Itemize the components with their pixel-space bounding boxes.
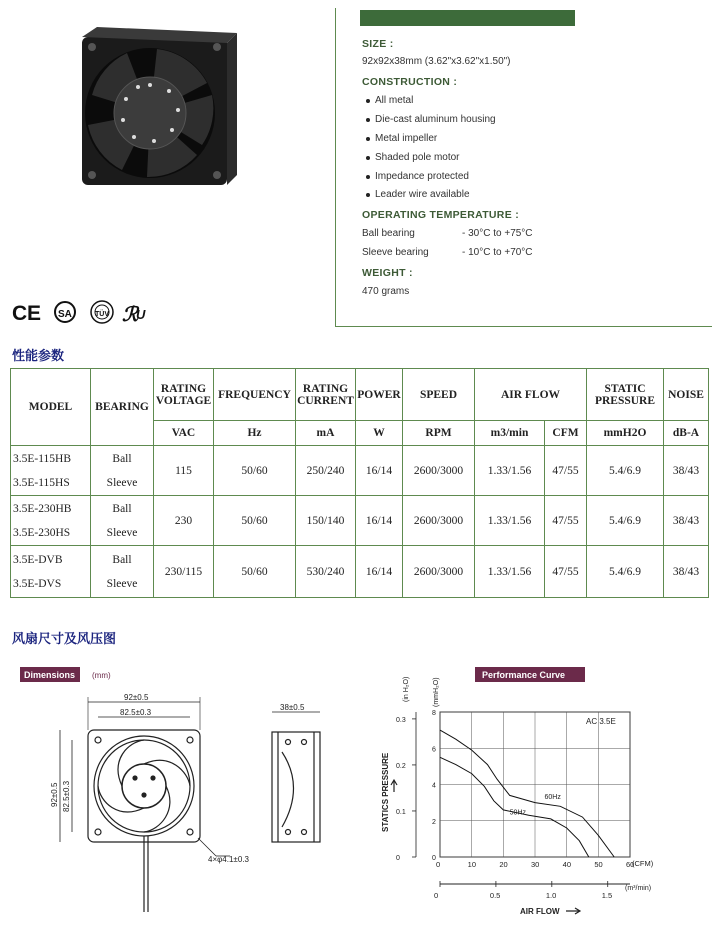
header-rating-voltage: RATING VOLTAGE xyxy=(154,369,214,421)
ul-logo xyxy=(122,304,146,326)
speed-cell: 2600/3000 xyxy=(403,446,475,496)
spec-header-bar xyxy=(360,10,575,26)
dim-mount-hole: 4×φ4.1±0.3 xyxy=(208,855,249,864)
model-cell xyxy=(11,446,91,496)
temp-label-ball: Ball bearing xyxy=(362,228,415,239)
x-tick-label-m3: 1.0 xyxy=(545,891,557,900)
bearing-ball: Ball xyxy=(112,502,132,515)
fan-product-photo xyxy=(62,25,242,195)
y-tick-label-mm: 0 xyxy=(432,855,436,862)
y-right-unit: (mmH₂O) xyxy=(433,677,440,707)
series-layer xyxy=(440,730,614,857)
dim-depth: 38±0.5 xyxy=(280,703,305,712)
dimensions-curve-title: 风扇尺寸及风压图 xyxy=(12,632,117,647)
dimensions-unit: (mm) xyxy=(92,671,111,680)
bullet xyxy=(366,193,370,197)
flow-m3-cell: 1.33/1.56 xyxy=(475,496,545,546)
speed-cell: 2600/3000 xyxy=(403,546,475,598)
svg-text:SA: SA xyxy=(58,309,72,320)
x-tick-label-cfm: 50 xyxy=(594,860,603,869)
header-static-pressure: STATIC PRESSURE xyxy=(587,369,664,421)
grid-lines xyxy=(440,712,630,857)
header-frequency: FREQUENCY xyxy=(214,369,296,421)
bullet xyxy=(366,156,370,160)
temp-label-sleeve: Sleeve bearing xyxy=(362,247,429,258)
x-tick-label-m3: 0 xyxy=(434,891,439,900)
bearing-ball: Ball xyxy=(112,553,132,566)
model-sleeve: 3.5E-DVS xyxy=(13,577,62,590)
x-tick-label-cfm: 10 xyxy=(467,860,477,869)
unit-noise: dB-A xyxy=(664,421,709,446)
table-row xyxy=(11,496,709,546)
y-tick-label-mm: 6 xyxy=(432,746,436,754)
model-ball: 3.5E-230HB xyxy=(13,502,72,515)
temp-value-ball: - 30°C to +75°C xyxy=(462,228,533,239)
perf-tag: Performance Curve xyxy=(482,670,566,680)
unit-pressure: mmH2O xyxy=(587,421,664,446)
model-sleeve: 3.5E-115HS xyxy=(13,476,70,489)
x-tick-label-cfm: 0 xyxy=(436,860,441,869)
unit-speed: RPM xyxy=(403,421,475,446)
series-line-60hz xyxy=(440,730,614,857)
x-arrow-icon xyxy=(566,908,580,914)
unit-voltage: VAC xyxy=(154,421,214,446)
current-cell: 150/140 xyxy=(296,496,356,546)
table-row xyxy=(11,546,709,598)
bearing-cell xyxy=(91,446,154,496)
pressure-cell: 5.4/6.9 xyxy=(587,446,664,496)
construction-heading: CONSTRUCTION : xyxy=(362,76,458,88)
side-view xyxy=(272,732,320,842)
model-cell xyxy=(11,496,91,546)
y-tick-label-mm: 8 xyxy=(432,710,436,717)
bearing-sleeve: Sleeve xyxy=(106,577,138,590)
x-tick-label-cfm: 60 xyxy=(626,860,635,869)
header-power: POWER xyxy=(356,369,403,421)
header-rating-current: RATING CURRENT xyxy=(296,369,356,421)
model-ball: 3.5E-DVB xyxy=(13,553,63,566)
frequency-cell: 50/60 xyxy=(214,446,296,496)
svg-text:TÜV: TÜV xyxy=(95,311,109,318)
construction-item: All metal xyxy=(375,95,414,106)
temperature-heading: OPERATING TEMPERATURE : xyxy=(362,209,520,221)
dim-inner-width: 82.5±0.3 xyxy=(120,708,152,717)
flow-m3-cell: 1.33/1.56 xyxy=(475,546,545,598)
x-unit-m3: (m³/min) xyxy=(625,885,652,892)
y-axis-label: STATICS PRESSURE xyxy=(381,752,390,832)
x-axis-label: AIR FLOW xyxy=(520,907,560,916)
csa-logo xyxy=(55,302,75,322)
tick-layer xyxy=(396,710,634,900)
table-header-row xyxy=(11,369,709,421)
weight-value: 470 grams xyxy=(362,286,410,297)
pressure-cell: 5.4/6.9 xyxy=(587,546,664,598)
svg-text:U: U xyxy=(136,307,146,322)
bullet xyxy=(366,137,370,141)
bearing-sleeve: Sleeve xyxy=(106,476,138,489)
y-tick-label-mm: 2 xyxy=(432,818,436,826)
unit-frequency: Hz xyxy=(214,421,296,446)
header-speed: SPEED xyxy=(403,369,475,421)
bearing-ball: Ball xyxy=(112,452,132,465)
power-cell: 16/14 xyxy=(356,446,403,496)
performance-curve-chart xyxy=(370,662,670,924)
voltage-cell: 230 xyxy=(154,496,214,546)
current-cell: 250/240 xyxy=(296,446,356,496)
unit-current: mA xyxy=(296,421,356,446)
unit-power: W xyxy=(356,421,403,446)
y-tick-label-in: 0 xyxy=(396,855,400,862)
bullet xyxy=(366,99,370,103)
bullet xyxy=(366,118,370,122)
performance-parameters-title: 性能参数 xyxy=(12,349,65,364)
spec-table xyxy=(10,368,709,598)
construction-item: Leader wire available xyxy=(375,189,470,200)
flow-cfm-cell: 47/55 xyxy=(545,446,587,496)
tuv-logo xyxy=(91,301,113,323)
y-left-unit: (in H₂O) xyxy=(403,676,410,702)
flow-m3-cell: 1.33/1.56 xyxy=(475,446,545,496)
bearing-sleeve: Sleeve xyxy=(106,526,138,539)
voltage-cell: 115 xyxy=(154,446,214,496)
label-50hz: 50Hz xyxy=(509,809,527,817)
noise-cell: 38/43 xyxy=(664,446,709,496)
y-tick-label-mm: 4 xyxy=(432,782,436,790)
pressure-cell: 5.4/6.9 xyxy=(587,496,664,546)
x-unit-cfm: (CFM) xyxy=(632,859,654,868)
power-cell: 16/14 xyxy=(356,546,403,598)
frequency-cell: 50/60 xyxy=(214,496,296,546)
size-value: 92x92x38mm (3.62"x3.62"x1.50") xyxy=(362,56,511,67)
current-cell: 530/240 xyxy=(296,546,356,598)
dim-outer-height: 92±0.5 xyxy=(50,782,59,807)
speed-cell: 2600/3000 xyxy=(403,496,475,546)
certification-logos xyxy=(10,298,160,328)
svg-text:E: E xyxy=(27,302,42,325)
construction-item: Metal impeller xyxy=(375,133,438,144)
y-tick-label-in: 0.2 xyxy=(396,762,406,770)
x-tick-label-cfm: 40 xyxy=(562,860,572,869)
construction-item: Impedance protected xyxy=(375,171,469,182)
ce-logo xyxy=(12,302,41,325)
model-sleeve: 3.5E-230HS xyxy=(13,526,71,539)
frequency-cell: 50/60 xyxy=(214,546,296,598)
svg-text:C: C xyxy=(12,302,28,325)
bearing-cell xyxy=(91,546,154,598)
power-cell: 16/14 xyxy=(356,496,403,546)
y-tick-label-in: 0.3 xyxy=(396,716,406,724)
unit-flow-cfm: CFM xyxy=(545,421,587,446)
front-view xyxy=(88,730,200,912)
header-air-flow: AIR FLOW xyxy=(475,369,587,421)
model-cell xyxy=(11,546,91,598)
dimension-drawing xyxy=(20,662,350,922)
header-noise: NOISE xyxy=(664,369,709,421)
flow-cfm-cell: 47/55 xyxy=(545,496,587,546)
noise-cell: 38/43 xyxy=(664,496,709,546)
dimensions-tag: Dimensions xyxy=(24,670,76,680)
x-tick-label-m3: 1.5 xyxy=(601,891,613,900)
weight-heading: WEIGHT : xyxy=(362,267,413,279)
noise-cell: 38/43 xyxy=(664,546,709,598)
label-60hz: 60Hz xyxy=(544,794,561,801)
x-tick-label-cfm: 30 xyxy=(531,860,540,869)
model-ball: 3.5E-115HB xyxy=(13,452,72,465)
header-model: MODEL xyxy=(11,369,91,446)
x-tick-label-m3: 0.5 xyxy=(489,891,501,900)
bearing-cell xyxy=(91,496,154,546)
y-arrow-icon xyxy=(391,780,397,792)
table-row xyxy=(11,446,709,496)
construction-item: Die-cast aluminum housing xyxy=(375,114,496,125)
voltage-cell: 230/115 xyxy=(154,546,214,598)
y-tick-label-in: 0.1 xyxy=(396,808,406,816)
bullet xyxy=(366,175,370,179)
x-tick-label-cfm: 20 xyxy=(499,860,508,869)
temp-value-sleeve: - 10°C to +70°C xyxy=(462,247,533,258)
header-bearing: BEARING xyxy=(91,369,154,446)
construction-item: Shaded pole motor xyxy=(375,152,460,163)
svg-text:ℛ: ℛ xyxy=(122,304,138,326)
flow-cfm-cell: 47/55 xyxy=(545,546,587,598)
size-heading: SIZE : xyxy=(362,38,394,50)
dim-outer-width: 92±0.5 xyxy=(124,693,149,702)
model-label: AC 3.5E xyxy=(586,717,616,726)
dim-inner-height: 82.5±0.3 xyxy=(62,780,71,812)
unit-flow-m3: m3/min xyxy=(475,421,545,446)
